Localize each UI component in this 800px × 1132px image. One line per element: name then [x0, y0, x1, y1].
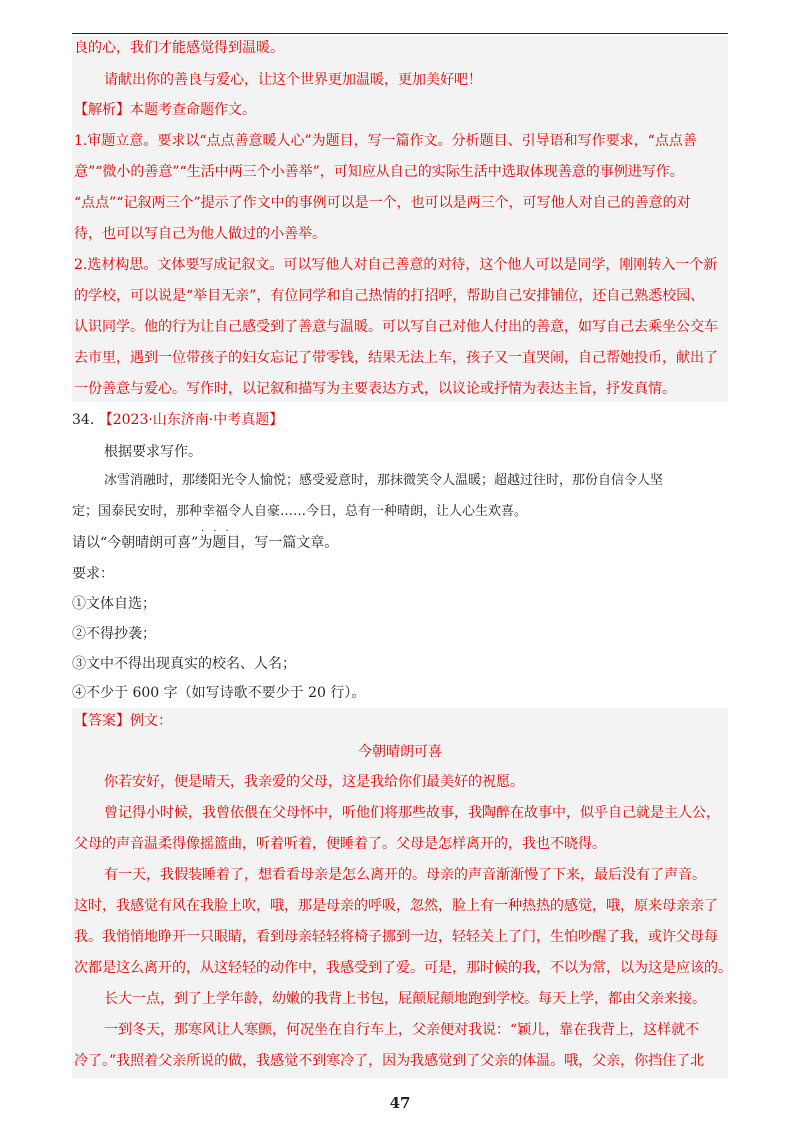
title-prefix: 请以“今朝晴朗可喜”: [72, 535, 199, 551]
question-header: [72, 410, 283, 430]
requirement-item: ③文中不得出现真实的校名、人名；: [72, 656, 296, 672]
question-source: 【2023·山东济南·中考真题】: [98, 412, 284, 428]
essay-line: 你若安好，便是晴天，我亲爱的父母，这是我给你们最美好的祝愿。: [104, 774, 524, 790]
requirement-item: ①文体自选；: [72, 596, 156, 612]
essay-line: 长大一点，到了上学年龄，幼嫩的我背上书包，屁颠屁颠地跑到学校。每天上学，都由父亲来接。: [104, 991, 706, 1007]
answer-line: 2.选材构思。文体要写成记叙文。可以写他人对自己善意的对待，这个他人可以是同学，刚刚转入一个新: [74, 257, 718, 273]
requirement-item: ②不得抄袭；: [72, 626, 156, 642]
answer-line: “点点”“记叙两三个”提示了作文中的事例可以是一个，也可以是两三个，可写他人对自己的善意的对: [74, 195, 691, 211]
answer-line: 去市里，遇到一位带孩子的妇女忘记了带零钱，结果无法上车，孩子又一直哭闹，自己帮她投币，献出了: [74, 350, 718, 366]
answer-line: 的学校，可以说是“举目无亲”，有位同学和自己热情的打招呼，帮助自己安排铺位，还自己熟悉校园、: [74, 288, 705, 304]
header-rule: [72, 33, 728, 34]
prompt-line: 冰雪消融时，那缕阳光令人愉悦；感受爱意时，那抹微笑令人温暖；超越过往时，那份自信令人坚: [104, 473, 664, 488]
question-instruction: 根据要求写作。: [104, 444, 202, 460]
prompt-line: 定；国泰民安时，那种幸福令人自豪……今日，总有一种晴朗，让人心生欢喜。: [72, 504, 528, 519]
essay-line: 父母的声音温柔得像摇篮曲，听着听着，便睡着了。父母是怎样离开的，我也不晓得。: [74, 836, 606, 852]
page-number: 47: [389, 1094, 411, 1112]
essay-line: 次都是这么离开的，从这轻轻的动作中，我感受到了爱。可是，那时候的我，不以为常，以为这是应该的。: [74, 960, 732, 976]
answer-block-1: [72, 36, 728, 402]
essay-title: 今朝晴朗可喜: [358, 744, 442, 760]
answer-line: 待，也可以写自己为他人做过的小善举。: [74, 226, 326, 242]
answer-line: 意”“微小的善意”“生活中两三个小善举”，可知应从自己的实际生活中选取体现善意的事例进写作。: [74, 164, 684, 180]
essay-line: 冷了。”我照着父亲所说的做，我感觉不到寒冷了，因为我感觉到了父亲的体温。哦，父亲，你挡住了北: [74, 1053, 705, 1069]
requirements-label: 要求：: [72, 566, 114, 582]
answer-line: 请献出你的善良与爱心，让这个世界更加温暖，更加美好吧！: [104, 72, 482, 88]
answer-label: 【答案】例文：: [74, 713, 172, 729]
answer-line: 认识同学。他的行为让自己感受到了善意与温暖。可以写自己对他人付出的善意，如写自己去乘坐公交车: [74, 319, 718, 335]
answer-line: 良的心，我们才能感觉得到温暖。: [74, 40, 284, 56]
essay-line: 一到冬天，那寒风让人寒颤，何况坐在自行车上，父亲便对我说：“颖儿，靠在我背上，这样就不: [104, 1022, 700, 1038]
answer-line: 1.审题立意。要求以“点点善意暖人心”为题目，写一篇作文。分析题目、引导语和写作要求，“点点善: [74, 133, 697, 149]
essay-line: 这时，我感觉有风在我脸上吹，哦，那是母亲的呼吸，忽然，脸上有一种热热的感觉，哦，原来母亲亲了: [74, 898, 718, 914]
emphasis-text: ··· 为题目: [198, 526, 241, 551]
requirement-item: ④不少于 600 字（如写诗歌不要少于 20 行）。: [72, 685, 366, 701]
answer-line: 一份善意与爱心。写作时，以记叙和描写为主要表达方式，以议论或抒情为表达主旨，抒发真情。: [74, 381, 676, 397]
essay-line: 曾记得小时候，我曾依偎在父母怀中，听他们将那些故事，我陶醉在故事中，似乎自己就是主人公，: [104, 805, 720, 821]
emphasis-dots: ···: [201, 526, 238, 537]
essay-line: 有一天，我假装睡着了，想看看母亲是怎么离开的。母亲的声音渐渐慢了下来，最后没有了声音。: [104, 867, 706, 883]
title-suffix: ，写一篇文章。: [240, 535, 339, 551]
analysis-heading: 【解析】本题考查命题作文。: [74, 102, 256, 118]
answer-block-2: [72, 708, 732, 1078]
essay-line: 我。我悄悄地睁开一只眼睛，看到母亲轻轻将椅子挪到一边，轻轻关上了门，生怕吵醒了我，或许父母每: [74, 929, 718, 945]
question-number: 34.: [72, 412, 95, 428]
title-instruction: [72, 526, 339, 553]
